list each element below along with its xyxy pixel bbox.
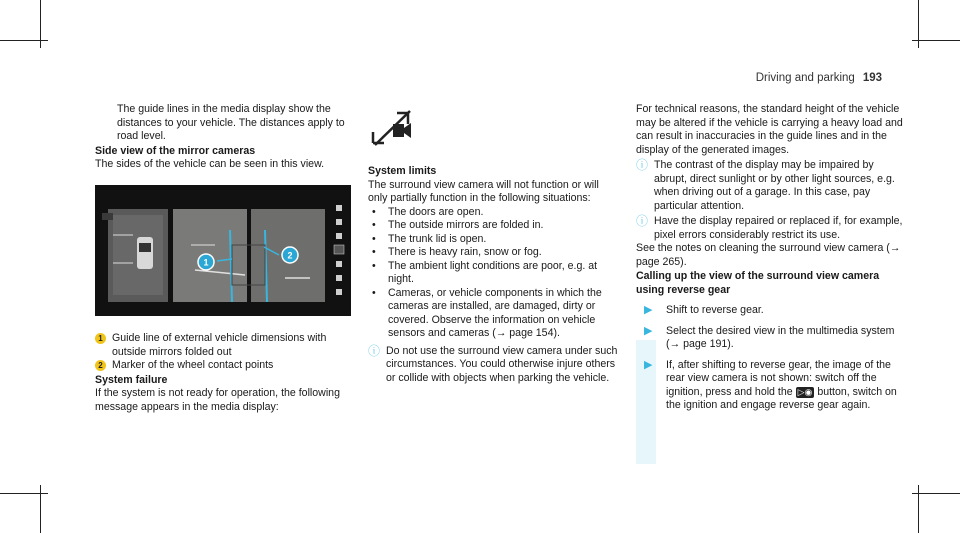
note [636, 159, 904, 213]
system-limits-heading: System limits [368, 165, 437, 177]
system-failure-text: If the system is not ready for operation, the following message appears in the media display: [95, 387, 340, 413]
note [636, 215, 904, 242]
page-number: 193 [862, 72, 882, 84]
info-icon: ⓘ [636, 158, 649, 172]
crop-mark [912, 493, 960, 494]
camera-button-icon: ▷◉ [797, 386, 813, 397]
step-text: Shift to reverse gear. [666, 304, 764, 316]
step-text [666, 359, 904, 413]
left-column-lower [95, 332, 353, 414]
step-item [636, 359, 904, 413]
svg-text:2: 2 [287, 250, 293, 261]
right-column [636, 103, 904, 413]
system-limits-intro: The surround view camera will not function or will only partially function in the following situations: [368, 178, 599, 204]
list-item: • The doors are open. [372, 205, 484, 218]
see-notes-text: See the notes on cleaning the surround view camera (→ page 265). [636, 242, 901, 268]
info-icon: ⓘ [368, 343, 381, 358]
section-title: Driving and parking [755, 72, 855, 84]
intro-text: The guide lines in the media display show the distances to your vehicle. The distances apply to road level. [117, 103, 345, 142]
crop-mark [0, 40, 48, 41]
step-text-part: If, after shifting to reverse gear, the image of the rear view camera is not shown: switch off the ignition, press and hold the [666, 358, 891, 398]
crop-mark [912, 40, 960, 41]
note-text: Do not use the surround view camera under such circumstances. You could otherwise injure others or collide with objects when parking the vehicle. [386, 344, 618, 384]
note-text: The contrast of the display may be impaired by abrupt, direct sunlight or by other light sources, e.g. when driving out of a garage. In this case, pay particular attention. [654, 159, 895, 212]
middle-column [368, 164, 620, 385]
list-item: • There is heavy rain, snow or fog. [372, 246, 542, 258]
note-text: Have the display repaired or replaced if, for example, pixel errors considerably restrict its use. [654, 215, 903, 241]
callout-item [95, 332, 353, 359]
camera-off-icon [370, 110, 414, 146]
step-arrow-icon: ▶ [644, 304, 653, 316]
step-arrow-icon: ▶ [644, 324, 653, 337]
calling-up-heading: Calling up the view of the surround view camera using reverse gear [636, 270, 880, 296]
crop-mark [0, 493, 48, 494]
system-failure-heading: System failure [95, 373, 168, 386]
camera-display-graphic [95, 185, 351, 316]
step-item [636, 304, 904, 318]
list-item: • The outside mirrors are folded in. [372, 219, 544, 231]
technical-reasons-text: For technical reasons, the standard height of the vehicle may be altered if the vehicle is carrying a heavy load and can result in inaccuracies in the guide lines and in the display of the generated images. [636, 103, 903, 156]
list-item: • The trunk lid is open. [372, 232, 487, 245]
list-item: • Cameras, or vehicle components in which the cameras are installed, are damaged, dirty or covered. Observe the information on vehicle sensors and cameras (→ page 154). [368, 287, 620, 341]
callout-badge: 1 [95, 333, 106, 344]
callout-text: Marker of the wheel contact points [112, 359, 274, 371]
running-header [756, 72, 882, 84]
side-view-text: The sides of the vehicle can be seen in this view. [95, 158, 325, 170]
list-item-text: The trunk lid is open. [388, 232, 487, 245]
note [368, 345, 620, 386]
info-icon: ⓘ [636, 214, 649, 228]
step-item [636, 325, 904, 352]
camera-display-image [95, 185, 351, 316]
list-item: • The ambient light conditions are poor, e.g. at night. [368, 260, 620, 287]
side-view-heading: Side view of the mirror cameras [95, 144, 256, 157]
step-text: Select the desired view in the multimedia system (→ page 191). [666, 324, 895, 350]
svg-text:1: 1 [203, 257, 209, 268]
step-arrow-icon: ▶ [644, 358, 653, 371]
list-item-text: The doors are open. [388, 205, 484, 218]
list-item-text: The outside mirrors are folded in. [388, 219, 544, 231]
list-item-text: Cameras, or vehicle components in which the cameras are installed, are damaged, dirty or covered. Observe the information on vehicle sensors and cameras (→ page 154). [388, 286, 602, 339]
step-text-part: button, switch on the ignition and engage reverse gear again. [666, 385, 897, 411]
callout-badge: 2 [95, 360, 106, 371]
list-item-text: The ambient light conditions are poor, e.g. at night. [388, 259, 598, 285]
callout-text: Guide line of external vehicle dimensions with outside mirrors folded out [112, 332, 327, 358]
left-column [95, 103, 353, 172]
callout-item [95, 359, 353, 373]
list-item-text: There is heavy rain, snow or fog. [388, 246, 542, 258]
